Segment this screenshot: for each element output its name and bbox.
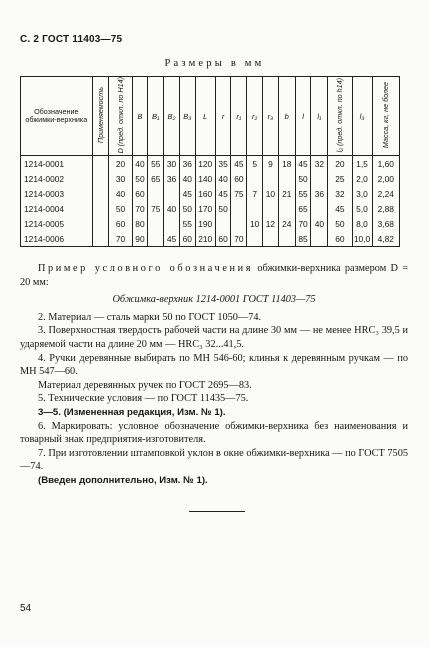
value-cell: 190 [195, 216, 215, 231]
value-cell: 50 [295, 171, 311, 186]
value-cell [247, 201, 263, 216]
value-cell: 2,24 [372, 186, 400, 201]
value-cell: 40 [109, 186, 132, 201]
value-cell: 20 [328, 156, 352, 172]
header-r2: r₂ [247, 77, 263, 156]
amendment-note: 3—5. (Измененная редакция, Изм. № 1). [38, 406, 226, 418]
header-l3: l₃ [352, 77, 372, 156]
value-cell: 3,0 [352, 186, 372, 201]
value-cell: 50 [109, 201, 132, 216]
value-cell: 32 [328, 186, 352, 201]
value-cell: 40 [311, 216, 328, 231]
value-cell: 50 [132, 171, 148, 186]
value-cell: 60 [215, 231, 231, 247]
example-paragraph [20, 262, 408, 289]
designation-cell: 1214-0002 [21, 171, 93, 186]
table-row [21, 231, 400, 247]
value-cell: 55 [148, 156, 164, 172]
header-l1: l₁ [311, 77, 328, 156]
value-cell: 50 [215, 201, 231, 216]
value-cell: 35 [215, 156, 231, 172]
value-cell: 70 [231, 231, 247, 247]
paragraph-6: 6. Маркировать: условное обозначение обжимки-верхника без наименования и товарный знак предприятия-изготовителя. [20, 420, 408, 446]
value-cell [92, 171, 109, 186]
value-cell: 60 [179, 231, 195, 247]
value-cell [247, 171, 263, 186]
value-cell [148, 216, 164, 231]
value-cell: 85 [295, 231, 311, 247]
header-b2: B₂ [164, 77, 180, 156]
paragraph-2: 2. Материал — сталь марки 50 по ГОСТ 1050—74. [38, 311, 262, 323]
value-cell: 12 [263, 216, 279, 231]
value-cell: 75 [148, 201, 164, 216]
header-l: L [195, 77, 215, 156]
value-cell: 40 [132, 156, 148, 172]
value-cell: 10,0 [352, 231, 372, 247]
value-cell [247, 231, 263, 247]
value-cell: 45 [179, 186, 195, 201]
value-cell: 75 [231, 186, 247, 201]
value-cell: 210 [195, 231, 215, 247]
header-l-small: l [295, 77, 311, 156]
value-cell: 60 [109, 216, 132, 231]
header-applicability: Применяемость [92, 77, 109, 156]
value-cell: 2,0 [352, 171, 372, 186]
value-cell [92, 231, 109, 247]
designation-cell: 1214-0001 [21, 156, 93, 172]
header-b1: B₁ [148, 77, 164, 156]
table-row [21, 171, 400, 186]
value-cell: 8,0 [352, 216, 372, 231]
value-cell: 10 [247, 216, 263, 231]
header-r3: r₃ [263, 77, 279, 156]
value-cell: 60 [328, 231, 352, 247]
table-row [21, 186, 400, 201]
paragraph-4b: Материал деревянных ручек по ГОСТ 2695—83. [38, 379, 252, 391]
value-cell: 55 [179, 216, 195, 231]
value-cell: 30 [109, 171, 132, 186]
value-cell [278, 201, 295, 216]
added-note: (Введен дополнительно, Изм. № 1). [38, 474, 208, 486]
paragraph-4: 4. Ручки деревянные выбирать по МН 546-60; клинья к деревянным ручкам — по МН 547—60. [20, 352, 408, 378]
value-cell [263, 231, 279, 247]
header-d: D (пред. откл. по H14) [109, 77, 132, 156]
value-cell: 170 [195, 201, 215, 216]
separator-rule [189, 511, 245, 512]
value-cell [92, 186, 109, 201]
value-cell [231, 216, 247, 231]
value-cell: 1,60 [372, 156, 400, 172]
value-cell [231, 201, 247, 216]
body-text [20, 262, 408, 488]
value-cell: 20 [109, 156, 132, 172]
example-rest: обжимки-верхника размером D = 20 мм: [20, 263, 408, 288]
value-cell: 50 [328, 216, 352, 231]
value-cell: 70 [109, 231, 132, 247]
table-caption: Размеры в мм [164, 58, 265, 69]
value-cell: 60 [132, 186, 148, 201]
value-cell: 5,0 [352, 201, 372, 216]
value-cell: 2,88 [372, 201, 400, 216]
value-cell: 55 [295, 186, 311, 201]
value-cell: 45 [328, 201, 352, 216]
value-cell: 36 [311, 186, 328, 201]
value-cell [311, 231, 328, 247]
value-cell: 10 [263, 186, 279, 201]
header-r1: r₁ [231, 77, 247, 156]
value-cell: 25 [328, 171, 352, 186]
header-b-small: b [278, 77, 295, 156]
value-cell: 70 [295, 216, 311, 231]
example-designation: Обжимка-верхник 1214-0001 ГОСТ 11403—75 [112, 294, 316, 306]
value-cell [278, 171, 295, 186]
value-cell [215, 216, 231, 231]
value-cell: 160 [195, 186, 215, 201]
value-cell [148, 231, 164, 247]
designation-cell: 1214-0006 [21, 231, 93, 247]
table-body [21, 156, 400, 247]
header-b3: B₃ [179, 77, 195, 156]
dimensions-table [20, 76, 400, 247]
value-cell: 80 [132, 216, 148, 231]
table-row [21, 156, 400, 172]
table-row [21, 201, 400, 216]
value-cell: 40 [164, 201, 180, 216]
value-cell: 45 [215, 186, 231, 201]
paragraph-5: 5. Технические условия — по ГОСТ 11435—75. [38, 393, 249, 405]
header-b: B [132, 77, 148, 156]
value-cell: 140 [195, 171, 215, 186]
value-cell: 45 [164, 231, 180, 247]
value-cell: 7 [247, 186, 263, 201]
value-cell [278, 231, 295, 247]
value-cell [263, 201, 279, 216]
header-r: r [215, 77, 231, 156]
value-cell: 24 [278, 216, 295, 231]
value-cell: 4,82 [372, 231, 400, 247]
value-cell [311, 171, 328, 186]
page-header: С. 2 ГОСТ 11403—75 [20, 34, 123, 45]
value-cell: 9 [263, 156, 279, 172]
value-cell [92, 201, 109, 216]
header-designation: Обозначение обжимки-верхника [21, 77, 93, 156]
table-row [21, 216, 400, 231]
example-heading: Пример условного обозначения [38, 263, 254, 274]
value-cell: 5 [247, 156, 263, 172]
value-cell: 50 [179, 201, 195, 216]
value-cell [92, 156, 109, 172]
paragraph-7: 7. При изготовлении штамповкой уклон в окне обжимки-верхника — по ГОСТ 7505—74. [20, 447, 408, 473]
value-cell [311, 201, 328, 216]
value-cell: 1,5 [352, 156, 372, 172]
designation-cell: 1214-0005 [21, 216, 93, 231]
value-cell: 3,68 [372, 216, 400, 231]
value-cell: 65 [295, 201, 311, 216]
page-number: 54 [20, 603, 32, 614]
value-cell: 45 [231, 156, 247, 172]
value-cell: 90 [132, 231, 148, 247]
designation-cell: 1214-0004 [21, 201, 93, 216]
header-mass: Масса, кг, не более [372, 77, 400, 156]
value-cell: 21 [278, 186, 295, 201]
value-cell [164, 186, 180, 201]
value-cell [164, 216, 180, 231]
value-cell: 40 [215, 171, 231, 186]
value-cell: 70 [132, 201, 148, 216]
value-cell: 40 [179, 171, 195, 186]
value-cell: 2,00 [372, 171, 400, 186]
value-cell: 120 [195, 156, 215, 172]
value-cell: 45 [295, 156, 311, 172]
value-cell [92, 216, 109, 231]
header-l2: l₂ (пред. откл. по h14) [328, 77, 352, 156]
value-cell: 36 [179, 156, 195, 172]
designation-cell: 1214-0003 [21, 186, 93, 201]
value-cell [148, 186, 164, 201]
value-cell: 60 [231, 171, 247, 186]
paragraph-3: 3. Поверхностная твердость рабочей части на длине 30 мм — не менее HRC₃ 39,5 и ударяемой части на длине 20 мм — HRC₃ 32...41,5. [20, 325, 408, 350]
value-cell: 65 [148, 171, 164, 186]
value-cell: 18 [278, 156, 295, 172]
value-cell [263, 171, 279, 186]
value-cell: 36 [164, 171, 180, 186]
value-cell: 32 [311, 156, 328, 172]
value-cell: 30 [164, 156, 180, 172]
